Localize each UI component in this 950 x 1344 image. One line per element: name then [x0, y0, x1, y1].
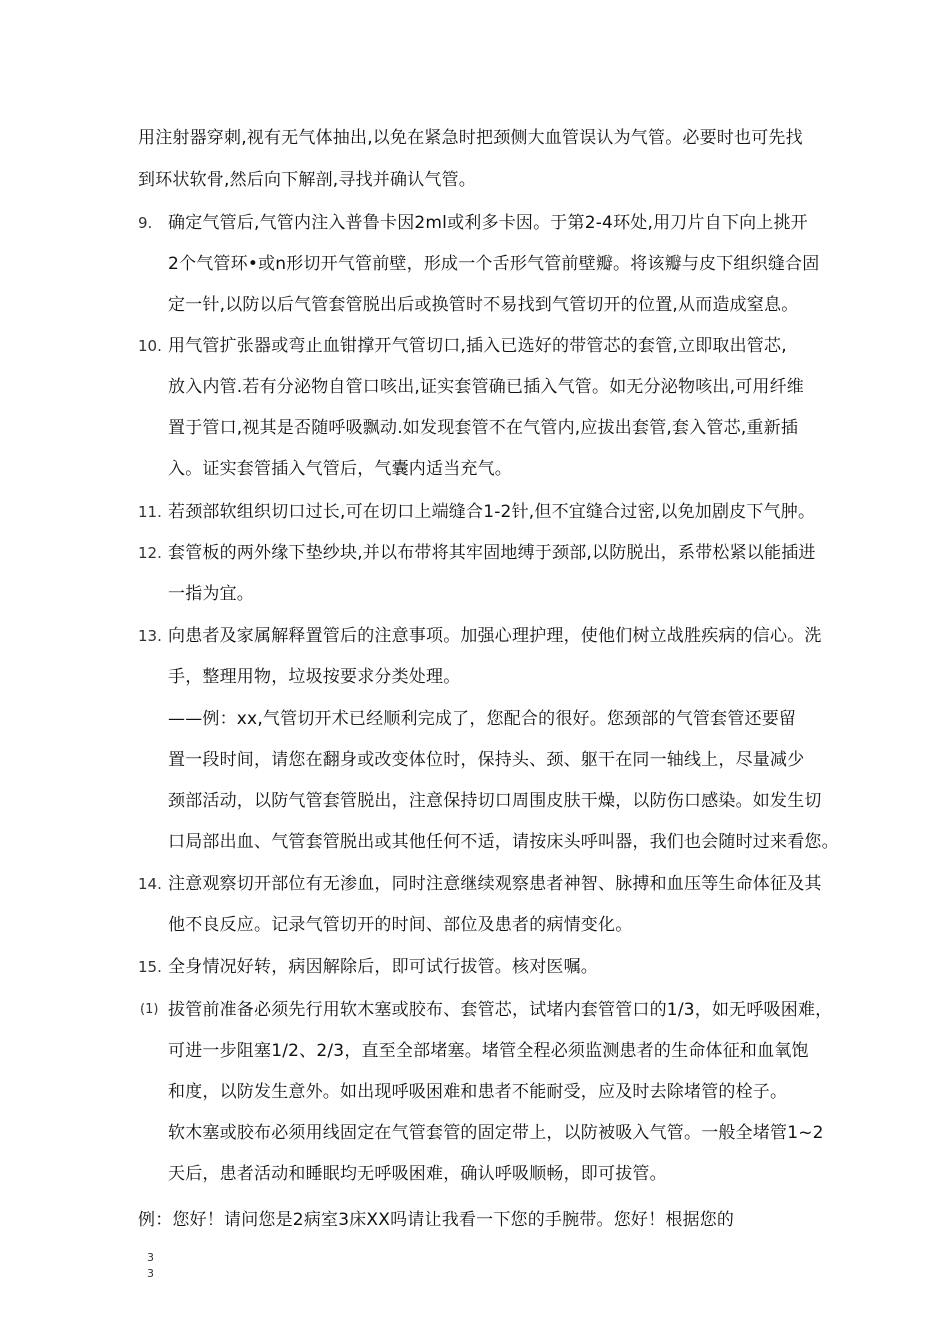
item-number: 15.	[138, 958, 162, 976]
item-number: 9.	[138, 214, 153, 232]
text-line: 颈部活动，以防气管套管脱出，注意保持切口周围皮肤干燥，以防伤口感染。如发生切	[168, 791, 822, 811]
item-number: 14.	[138, 875, 162, 893]
text-line: 入。证实套管插入气管后，气囊内适当充气。	[168, 459, 512, 479]
text-line: 手，整理用物，垃圾按要求分类处理。	[168, 667, 461, 687]
text-line: 用注射器穿刺,视有无气体抽出,以免在紧急时把颈侧大血管误认为气管。必要时也可先找	[138, 128, 803, 148]
text-line: 例：您好！请问您是2病室3床XX吗请让我看一下您的手腕带。您好！根据您的	[138, 1210, 735, 1230]
item-number: (1)	[140, 1002, 159, 1017]
text-line: 用气管扩张器或弯止血钳撑开气管切口,插入已选好的带管芯的套管,立即取出管芯,	[168, 336, 787, 356]
text-line: 套管板的两外缘下垫纱块,并以布带将其牢固地缚于颈部,以防脱出，系带松紧以能插进	[168, 543, 816, 563]
text-line: 确定气管后,气管内注入普鲁卡因2ml或利多卡因。于第2-4环处,用刀片自下向上挑开	[168, 213, 808, 233]
text-line: 拔管前准备必须先行用软木塞或胶布、套管芯，试堵内套管管口的1/3，如无呼吸困难，	[168, 1000, 833, 1020]
text-line: 可进一步阻塞1/2、2/3，直至全部堵塞。堵管全程必须监测患者的生命体征和血氧饱	[168, 1041, 809, 1061]
text-line: 2个气管环•或n形切开气管前壁，形成一个舌形气管前壁瓣。将该瓣与皮下组织缝合固	[168, 254, 820, 274]
page-number: 3	[147, 1267, 154, 1280]
text-line: 他不良反应。记录气管切开的时间、部位及患者的病情变化。	[168, 915, 633, 935]
text-line: ——例：xx,气管切开术已经顺利完成了，您配合的很好。您颈部的气管套管还要留	[168, 709, 797, 729]
item-number: 13.	[138, 627, 162, 645]
text-line: 置于管口,视其是否随呼吸飘动.如发现套管不在气管内,应拔出套管,套入管芯,重新插	[168, 418, 799, 438]
item-number: 10.	[138, 337, 162, 355]
text-line: 口局部出血、气管套管脱出或其他任何不适，请按床头呼叫器，我们也会随时过来看您。	[168, 832, 839, 852]
text-line: 软木塞或胶布必须用线固定在气管套管的固定带上，以防被吸入气管。一般全堵管1~2	[168, 1123, 824, 1143]
text-line: 若颈部软组织切口过长,可在切口上端缝合1-2针,但不宜缝合过密,以免加剧皮下气肿。	[168, 502, 816, 522]
text-line: 全身情况好转，病因解除后，即可试行拔管。核对医嘱。	[168, 957, 598, 977]
text-line: 和度，以防发生意外。如出现呼吸困难和患者不能耐受，应及时去除堵管的栓子。	[168, 1082, 788, 1102]
text-line: 定一针,以防以后气管套管脱出后或换管时不易找到气管切开的位置,从而造成窒息。	[168, 295, 799, 315]
text-line: 向患者及家属解释置管后的注意事项。加强心理护理，使他们树立战胜疾病的信心。洗	[168, 626, 822, 646]
item-number: 11.	[138, 503, 162, 521]
text-line: 注意观察切开部位有无渗血，同时注意继续观察患者神智、脉搏和血压等生命体征及其	[168, 874, 822, 894]
text-line: 到环状软骨,然后向下解剖,寻找并确认气管。	[138, 170, 477, 190]
text-line: 天后，患者活动和睡眠均无呼吸困难，确认呼吸顺畅，即可拔管。	[168, 1164, 667, 1184]
text-line: 一指为宜。	[168, 584, 254, 604]
page-number: 3	[147, 1251, 154, 1264]
item-number: 12.	[138, 544, 162, 562]
text-line: 放入内管.若有分泌物自管口咳出,证实套管确已插入气管。如无分泌物咳出,可用纤维	[168, 377, 805, 397]
text-line: 置一段时间，请您在翻身或改变体位时，保持头、颈、躯干在同一轴线上，尽量减少	[168, 750, 805, 770]
